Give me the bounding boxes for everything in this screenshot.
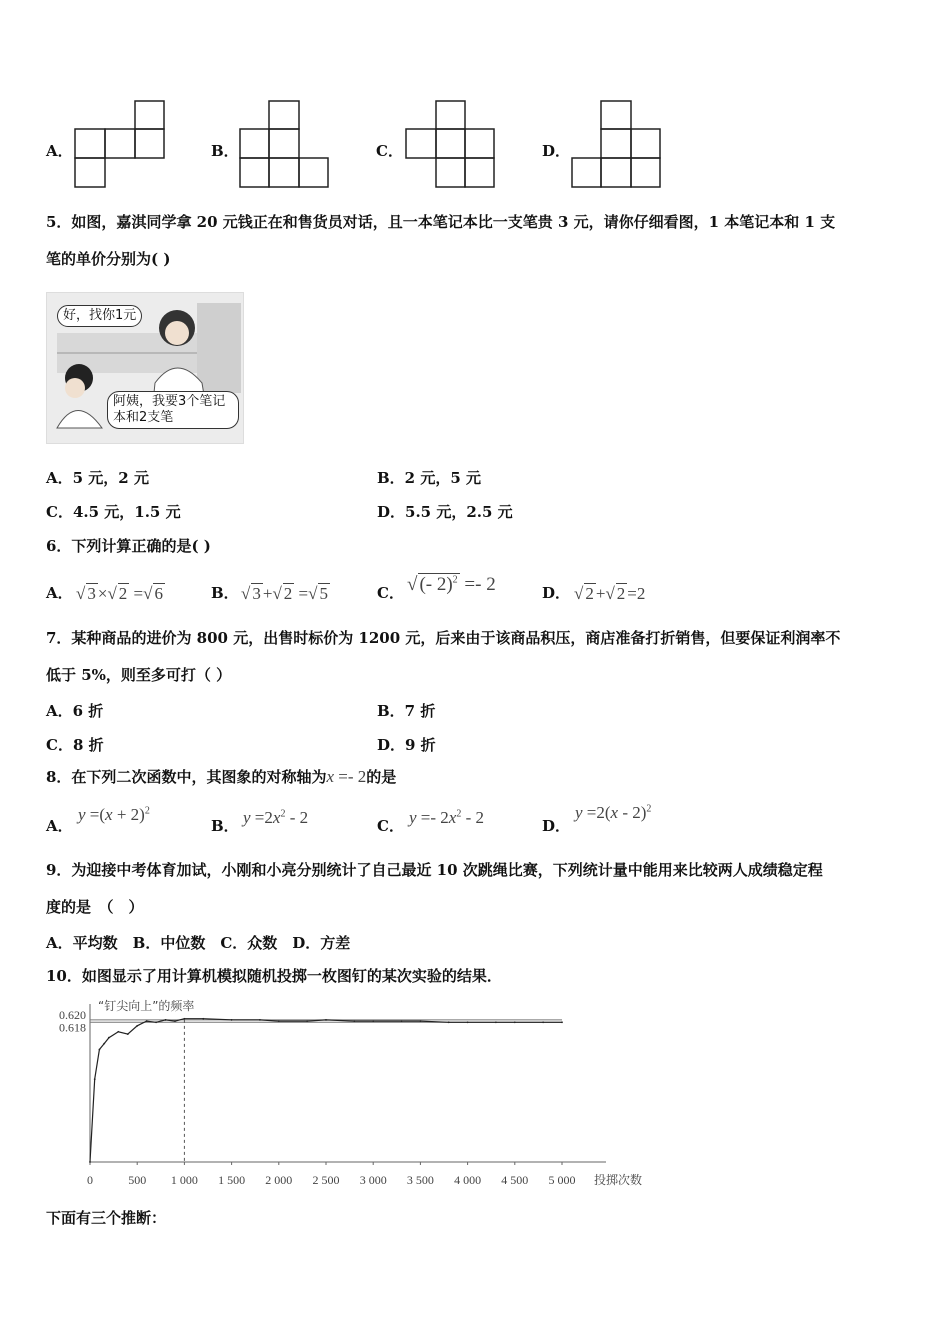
rest: + 2) — [112, 805, 145, 824]
q5-option-c[interactable]: C．4.5 元，1.5 元 — [46, 503, 181, 521]
radicand: 3 — [87, 584, 96, 603]
q6-stem: 6．下列计算正确的是( ) — [46, 537, 211, 555]
q5-option-a[interactable]: A．5 元，2 元 — [46, 469, 149, 487]
q6-option-a-expr: √ 3 ×√ 2 =√ 6 — [76, 584, 163, 603]
q4-option-d-figure — [571, 100, 663, 190]
eq: =( — [85, 805, 106, 824]
q4-option-a-label[interactable]: A． — [46, 142, 73, 160]
q8-option-a-label[interactable]: A． — [46, 817, 73, 835]
data-point — [448, 1021, 450, 1023]
data-point — [231, 1019, 233, 1021]
variable: x — [326, 767, 334, 786]
variable: x — [448, 808, 457, 827]
base: (- 2) — [419, 574, 453, 595]
radicand: 2 — [283, 584, 293, 603]
radicand — [418, 573, 459, 595]
data-point — [136, 1025, 138, 1027]
x-tick-label: 3 000 — [359, 1173, 387, 1187]
data-point — [353, 1020, 355, 1022]
operator: + — [262, 584, 273, 603]
q7-option-a[interactable]: A．6 折 — [46, 702, 104, 720]
q8-option-b-expr — [243, 808, 308, 828]
q7-stem-line2: 低于 5%，则至多可打（ ） — [46, 666, 232, 684]
q6-option-b-label[interactable]: B． — [211, 584, 239, 602]
q8-option-a-expr — [78, 805, 150, 825]
exponent: 2 — [646, 803, 652, 815]
data-point — [467, 1021, 469, 1023]
q7-option-d[interactable]: D．9 折 — [377, 736, 436, 754]
q6-option-b-expr: √ 3 +√ 2 =√ 5 — [241, 584, 328, 603]
data-point — [89, 1161, 91, 1163]
frequency-chart-svg — [46, 996, 658, 1194]
rest: - 2 — [285, 808, 309, 827]
q7-stem-line1: 7．某种商品的进价为 800 元，出售时标价为 1200 元，后来由于该商品积压，商店准备打折销售，但要保证利润率不 — [46, 629, 841, 647]
y-axis-label: “钉尖向上”的频率 — [98, 999, 195, 1013]
x-tick-label: 4 500 — [501, 1173, 529, 1187]
q6-option-c-label[interactable]: C． — [377, 584, 404, 602]
radicand: 5 — [319, 584, 328, 603]
data-point — [306, 1020, 308, 1022]
q6-option-d-label[interactable]: D． — [542, 584, 571, 602]
eq: =- 2 — [416, 808, 449, 827]
q4-option-c-label[interactable]: C． — [376, 142, 403, 160]
equation-rhs: =- 2 — [334, 767, 367, 786]
exponent: 2 — [280, 808, 286, 820]
y-tick-label: 0.618 — [59, 1020, 86, 1035]
data-point — [401, 1020, 403, 1022]
variable: y — [575, 803, 583, 822]
q8-option-c-expr — [409, 808, 484, 828]
q9-stem-line1: 9．为迎接中考体育加试，小刚和小亮分别统计了自己最近 10 次跳绳比赛，下列统计量中能用来比较两人成绩稳定程 — [46, 861, 823, 879]
data-point — [202, 1018, 204, 1020]
data-point — [325, 1019, 327, 1021]
rest: - 2) — [618, 803, 647, 822]
data-point — [184, 1018, 186, 1020]
radicand: 2 — [616, 584, 626, 603]
x-tick-label: 2 000 — [265, 1173, 293, 1187]
q4-option-a-figure — [74, 100, 166, 190]
data-point — [127, 1033, 129, 1035]
data-point — [542, 1021, 544, 1023]
data-point — [117, 1031, 119, 1033]
data-point — [165, 1019, 167, 1021]
x-tick-label: 4 000 — [454, 1173, 482, 1187]
q9-options[interactable]: A．平均数 B．中位数 C．众数 D．方差 — [46, 934, 351, 952]
rhs: =2 — [627, 584, 646, 603]
q9-stem-line2: 度的是 （ ） — [46, 898, 144, 916]
rest: - 2 — [461, 808, 485, 827]
q4-option-b-figure — [239, 100, 331, 190]
q8-option-c-label[interactable]: C． — [377, 817, 404, 835]
data-point — [495, 1021, 497, 1023]
q8-stem-text: 的是 — [366, 768, 397, 786]
q10-stem: 10．如图显示了用计算机模拟随机投掷一枚图钉的某次实验的结果． — [46, 967, 502, 985]
radicand: 6 — [154, 584, 163, 603]
exponent: 2 — [456, 808, 462, 820]
variable: x — [105, 805, 113, 824]
data-point — [94, 1078, 96, 1080]
data-point — [372, 1020, 374, 1022]
exponent: 2 — [144, 805, 150, 817]
radicand: 2 — [585, 584, 594, 603]
q8-option-d-expr — [575, 803, 651, 823]
operator: × — [97, 584, 108, 603]
radicand: 3 — [252, 584, 261, 603]
x-tick-label: 0 — [87, 1173, 93, 1187]
x-tick-label: 3 500 — [406, 1173, 434, 1187]
y-tick-label: 0.620 — [59, 1007, 86, 1022]
q8-option-d-label[interactable]: D． — [542, 817, 571, 835]
variable: y — [409, 808, 417, 827]
q4-option-b-label[interactable]: B． — [211, 142, 239, 160]
data-point — [146, 1020, 148, 1022]
x-tick-label: 2 500 — [312, 1173, 340, 1187]
data-point — [514, 1021, 516, 1023]
x-tick-label: 5 000 — [548, 1173, 576, 1187]
clerk-speech-bubble: 好，找你1元 — [57, 305, 142, 327]
x-axis-label: 投掷次数 — [594, 1173, 643, 1187]
q8-stem — [46, 767, 396, 787]
q4-option-c-figure — [405, 100, 497, 190]
data-point — [155, 1021, 157, 1023]
variable: x — [610, 803, 619, 822]
q7-option-b[interactable]: B．7 折 — [377, 702, 436, 720]
q5-stem-line2: 笔的单价分别为( ) — [46, 250, 171, 268]
exponent: 2 — [452, 574, 458, 586]
q5-option-d[interactable]: D．5.5 元，2.5 元 — [377, 503, 513, 521]
data-point — [278, 1020, 280, 1022]
data-point — [108, 1037, 110, 1039]
data-point — [174, 1020, 176, 1022]
q6-option-a-label[interactable]: A． — [46, 584, 73, 602]
data-point — [561, 1021, 563, 1023]
q5-illustration — [46, 292, 244, 444]
eq: =2( — [582, 803, 611, 822]
q8-stem-text: 8．在下列二次函数中，其图象的对称轴为 — [46, 768, 327, 786]
variable: x — [272, 808, 281, 827]
data-point — [99, 1049, 101, 1051]
q7-option-c[interactable]: C．8 折 — [46, 736, 104, 754]
q10-after: 下面有三个推断： — [46, 1209, 167, 1227]
data-point — [420, 1020, 422, 1022]
q5-option-b[interactable]: B．2 元，5 元 — [377, 469, 481, 487]
radicand: 2 — [118, 584, 128, 603]
x-tick-label: 1 000 — [170, 1173, 198, 1187]
equals: = — [298, 584, 309, 603]
eq: =2 — [250, 808, 273, 827]
student-speech-bubble: 阿姨，我要3个笔记本和2支笔 — [107, 391, 239, 429]
q5-stem-line1: 5．如图，嘉淇同学拿 20 元钱正在和售货员对话，且一本笔记本比一支笔贵 3 元，请你仔细看图，1 本笔记本和 1 支 — [46, 213, 836, 231]
q8-option-b-label[interactable]: B． — [211, 817, 239, 835]
data-point — [103, 1043, 105, 1045]
variable: y — [243, 808, 251, 827]
operator: + — [595, 584, 606, 603]
x-tick-label: 1 500 — [218, 1173, 246, 1187]
q6-option-c-expr: √ (- 2)$^2$ =- 2 — [407, 574, 496, 595]
x-tick-label: 500 — [128, 1173, 147, 1187]
q6-option-d-expr: √ 2 +√ 2 =2 — [574, 584, 646, 603]
equals: = — [133, 584, 144, 603]
frequency-chart — [46, 996, 658, 1194]
rhs: =- 2 — [464, 574, 496, 595]
variable: y — [78, 805, 86, 824]
q4-option-d-label[interactable]: D． — [542, 142, 571, 160]
data-point — [259, 1019, 261, 1021]
